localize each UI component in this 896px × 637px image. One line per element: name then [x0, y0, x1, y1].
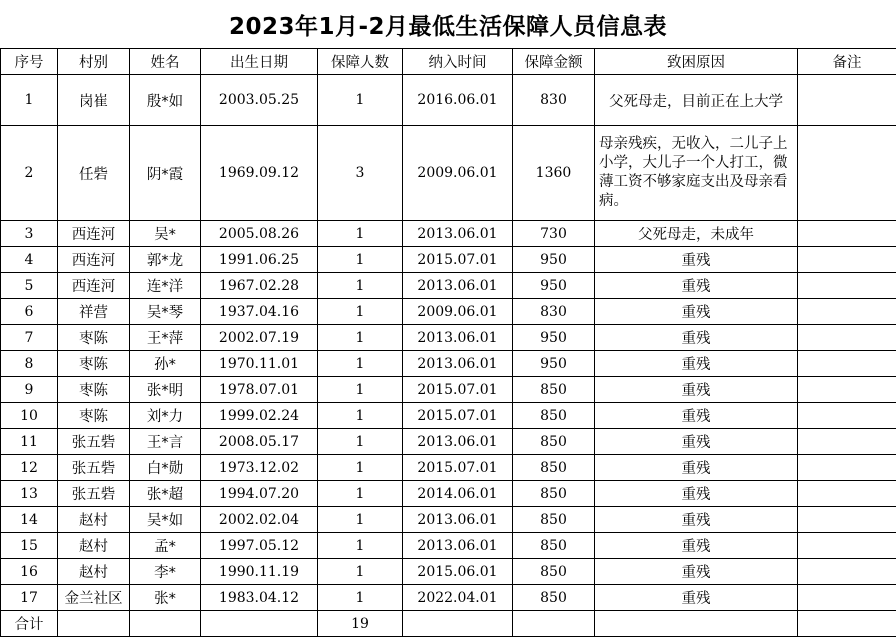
cell-amount: 950 — [513, 351, 595, 377]
cell-village: 祥营 — [58, 299, 130, 325]
cell-name: 阴*霞 — [130, 126, 201, 221]
table-row — [1, 455, 896, 481]
cell-birth: 1994.07.20 — [201, 481, 318, 507]
cell-joined: 2015.07.01 — [403, 455, 513, 481]
cell-count: 1 — [318, 273, 403, 299]
cell-joined: 2013.06.01 — [403, 533, 513, 559]
cell-no: 16 — [1, 559, 58, 585]
subsistence-table — [0, 48, 896, 637]
cell-no: 12 — [1, 455, 58, 481]
cell-count: 1 — [318, 403, 403, 429]
header-cell-village: 村别 — [58, 49, 130, 75]
table-row — [1, 247, 896, 273]
cell-name: 郭*龙 — [130, 247, 201, 273]
cell-note — [798, 351, 896, 377]
cell-village: 张五砦 — [58, 481, 130, 507]
cell-amount: 950 — [513, 247, 595, 273]
cell-name: 白*勋 — [130, 455, 201, 481]
cell-amount: 830 — [513, 299, 595, 325]
cell-note — [798, 299, 896, 325]
cell-joined: 2013.06.01 — [403, 429, 513, 455]
cell-reason: 重残 — [595, 429, 798, 455]
cell-no: 11 — [1, 429, 58, 455]
cell-village: 西连河 — [58, 221, 130, 247]
total-label: 合计 — [1, 611, 58, 637]
table-row — [1, 429, 896, 455]
cell-reason: 重残 — [595, 273, 798, 299]
total-cell — [403, 611, 513, 637]
table-title: 2023年1月-2月最低生活保障人员信息表 — [0, 0, 896, 48]
cell-joined: 2013.06.01 — [403, 351, 513, 377]
cell-note — [798, 273, 896, 299]
cell-reason: 重残 — [595, 377, 798, 403]
cell-no: 6 — [1, 299, 58, 325]
cell-village: 金兰社区 — [58, 585, 130, 611]
cell-no: 8 — [1, 351, 58, 377]
cell-reason: 重残 — [595, 325, 798, 351]
cell-name: 刘*力 — [130, 403, 201, 429]
cell-name: 王*萍 — [130, 325, 201, 351]
cell-birth: 1997.05.12 — [201, 533, 318, 559]
cell-count: 1 — [318, 325, 403, 351]
total-cell — [201, 611, 318, 637]
total-cell — [58, 611, 130, 637]
cell-count: 1 — [318, 221, 403, 247]
cell-count: 1 — [318, 585, 403, 611]
cell-birth: 1978.07.01 — [201, 377, 318, 403]
cell-reason: 重残 — [595, 585, 798, 611]
cell-note — [798, 75, 896, 126]
cell-village: 枣陈 — [58, 377, 130, 403]
cell-village: 赵村 — [58, 559, 130, 585]
cell-joined: 2015.06.01 — [403, 559, 513, 585]
cell-village: 岗崔 — [58, 75, 130, 126]
header-cell-reason: 致困原因 — [595, 49, 798, 75]
cell-birth: 1999.02.24 — [201, 403, 318, 429]
cell-count: 3 — [318, 126, 403, 221]
cell-village: 赵村 — [58, 533, 130, 559]
cell-note — [798, 403, 896, 429]
cell-no: 13 — [1, 481, 58, 507]
total-count: 19 — [318, 611, 403, 637]
cell-village: 枣陈 — [58, 403, 130, 429]
cell-count: 1 — [318, 507, 403, 533]
cell-amount: 850 — [513, 507, 595, 533]
cell-amount: 850 — [513, 429, 595, 455]
table-row — [1, 126, 896, 221]
table-row — [1, 325, 896, 351]
cell-count: 1 — [318, 533, 403, 559]
cell-birth: 2005.08.26 — [201, 221, 318, 247]
table-row — [1, 533, 896, 559]
cell-amount: 730 — [513, 221, 595, 247]
cell-amount: 850 — [513, 481, 595, 507]
cell-birth: 2002.02.04 — [201, 507, 318, 533]
cell-birth: 1973.12.02 — [201, 455, 318, 481]
cell-village: 任砦 — [58, 126, 130, 221]
cell-amount: 950 — [513, 325, 595, 351]
table-row — [1, 221, 896, 247]
total-cell — [130, 611, 201, 637]
cell-note — [798, 533, 896, 559]
cell-reason: 重残 — [595, 533, 798, 559]
cell-name: 孙* — [130, 351, 201, 377]
cell-name: 吴*琴 — [130, 299, 201, 325]
cell-name: 张* — [130, 585, 201, 611]
total-row — [1, 611, 896, 637]
cell-name: 吴*如 — [130, 507, 201, 533]
cell-reason: 重残 — [595, 455, 798, 481]
table-row — [1, 273, 896, 299]
cell-name: 殷*如 — [130, 75, 201, 126]
cell-count: 1 — [318, 351, 403, 377]
cell-birth: 2003.05.25 — [201, 75, 318, 126]
cell-no: 7 — [1, 325, 58, 351]
cell-no: 14 — [1, 507, 58, 533]
cell-birth: 1937.04.16 — [201, 299, 318, 325]
cell-note — [798, 126, 896, 221]
cell-reason: 重残 — [595, 403, 798, 429]
total-cell — [513, 611, 595, 637]
cell-note — [798, 455, 896, 481]
cell-no: 17 — [1, 585, 58, 611]
cell-name: 张*明 — [130, 377, 201, 403]
cell-no: 15 — [1, 533, 58, 559]
header-cell-birth: 出生日期 — [201, 49, 318, 75]
cell-village: 张五砦 — [58, 455, 130, 481]
cell-joined: 2015.07.01 — [403, 403, 513, 429]
cell-joined: 2022.04.01 — [403, 585, 513, 611]
cell-name: 张*超 — [130, 481, 201, 507]
cell-reason: 重残 — [595, 351, 798, 377]
cell-amount: 830 — [513, 75, 595, 126]
cell-reason: 父死母走，目前正在上大学 — [595, 75, 798, 126]
table-row — [1, 559, 896, 585]
cell-name: 吴* — [130, 221, 201, 247]
cell-note — [798, 481, 896, 507]
cell-no: 9 — [1, 377, 58, 403]
cell-reason: 重残 — [595, 247, 798, 273]
cell-no: 10 — [1, 403, 58, 429]
cell-village: 枣陈 — [58, 325, 130, 351]
table-row — [1, 403, 896, 429]
total-cell — [595, 611, 798, 637]
cell-joined: 2013.06.01 — [403, 325, 513, 351]
table-row — [1, 351, 896, 377]
cell-amount: 850 — [513, 559, 595, 585]
table-row — [1, 299, 896, 325]
cell-name: 连*洋 — [130, 273, 201, 299]
header-cell-note: 备注 — [798, 49, 896, 75]
cell-birth: 2008.05.17 — [201, 429, 318, 455]
table-row — [1, 481, 896, 507]
cell-village: 西连河 — [58, 273, 130, 299]
cell-note — [798, 507, 896, 533]
cell-joined: 2013.06.01 — [403, 273, 513, 299]
cell-amount: 1360 — [513, 126, 595, 221]
cell-count: 1 — [318, 429, 403, 455]
cell-reason: 重残 — [595, 481, 798, 507]
cell-note — [798, 377, 896, 403]
cell-village: 张五砦 — [58, 429, 130, 455]
header-cell-joined: 纳入时间 — [403, 49, 513, 75]
cell-count: 1 — [318, 455, 403, 481]
cell-count: 1 — [318, 75, 403, 126]
cell-name: 王*言 — [130, 429, 201, 455]
cell-reason: 重残 — [595, 299, 798, 325]
cell-count: 1 — [318, 377, 403, 403]
cell-no: 5 — [1, 273, 58, 299]
header-cell-name: 姓名 — [130, 49, 201, 75]
cell-joined: 2009.06.01 — [403, 126, 513, 221]
cell-no: 3 — [1, 221, 58, 247]
cell-name: 孟* — [130, 533, 201, 559]
cell-birth: 1967.02.28 — [201, 273, 318, 299]
cell-amount: 850 — [513, 455, 595, 481]
table-row — [1, 507, 896, 533]
cell-note — [798, 325, 896, 351]
cell-count: 1 — [318, 481, 403, 507]
cell-note — [798, 221, 896, 247]
cell-count: 1 — [318, 247, 403, 273]
cell-joined: 2009.06.01 — [403, 299, 513, 325]
cell-joined: 2013.06.01 — [403, 221, 513, 247]
cell-no: 2 — [1, 126, 58, 221]
cell-joined: 2015.07.01 — [403, 377, 513, 403]
cell-reason: 父死母走，未成年 — [595, 221, 798, 247]
total-cell — [798, 611, 896, 637]
cell-count: 1 — [318, 299, 403, 325]
cell-amount: 850 — [513, 403, 595, 429]
cell-note — [798, 429, 896, 455]
cell-joined: 2013.06.01 — [403, 507, 513, 533]
cell-note — [798, 585, 896, 611]
cell-note — [798, 559, 896, 585]
cell-village: 枣陈 — [58, 351, 130, 377]
cell-reason: 重残 — [595, 507, 798, 533]
header-cell-amount: 保障金额 — [513, 49, 595, 75]
cell-joined: 2016.06.01 — [403, 75, 513, 126]
cell-name: 李* — [130, 559, 201, 585]
cell-no: 4 — [1, 247, 58, 273]
cell-birth: 1991.06.25 — [201, 247, 318, 273]
cell-birth: 1969.09.12 — [201, 126, 318, 221]
cell-birth: 2002.07.19 — [201, 325, 318, 351]
cell-no: 1 — [1, 75, 58, 126]
header-cell-count: 保障人数 — [318, 49, 403, 75]
cell-reason: 重残 — [595, 559, 798, 585]
cell-village: 西连河 — [58, 247, 130, 273]
cell-amount: 950 — [513, 273, 595, 299]
cell-amount: 850 — [513, 377, 595, 403]
table-row — [1, 585, 896, 611]
cell-village: 赵村 — [58, 507, 130, 533]
cell-count: 1 — [318, 559, 403, 585]
table-row — [1, 377, 896, 403]
cell-joined: 2015.07.01 — [403, 247, 513, 273]
header-cell-no: 序号 — [1, 49, 58, 75]
cell-birth: 1983.04.12 — [201, 585, 318, 611]
cell-amount: 850 — [513, 533, 595, 559]
cell-note — [798, 247, 896, 273]
header-row — [1, 49, 896, 75]
table-row — [1, 75, 896, 126]
cell-reason: 母亲残疾，无收入，二儿子上小学，大儿子一个人打工，微薄工资不够家庭支出及母亲看病。 — [595, 126, 798, 221]
cell-joined: 2014.06.01 — [403, 481, 513, 507]
cell-birth: 1970.11.01 — [201, 351, 318, 377]
cell-amount: 850 — [513, 585, 595, 611]
cell-birth: 1990.11.19 — [201, 559, 318, 585]
